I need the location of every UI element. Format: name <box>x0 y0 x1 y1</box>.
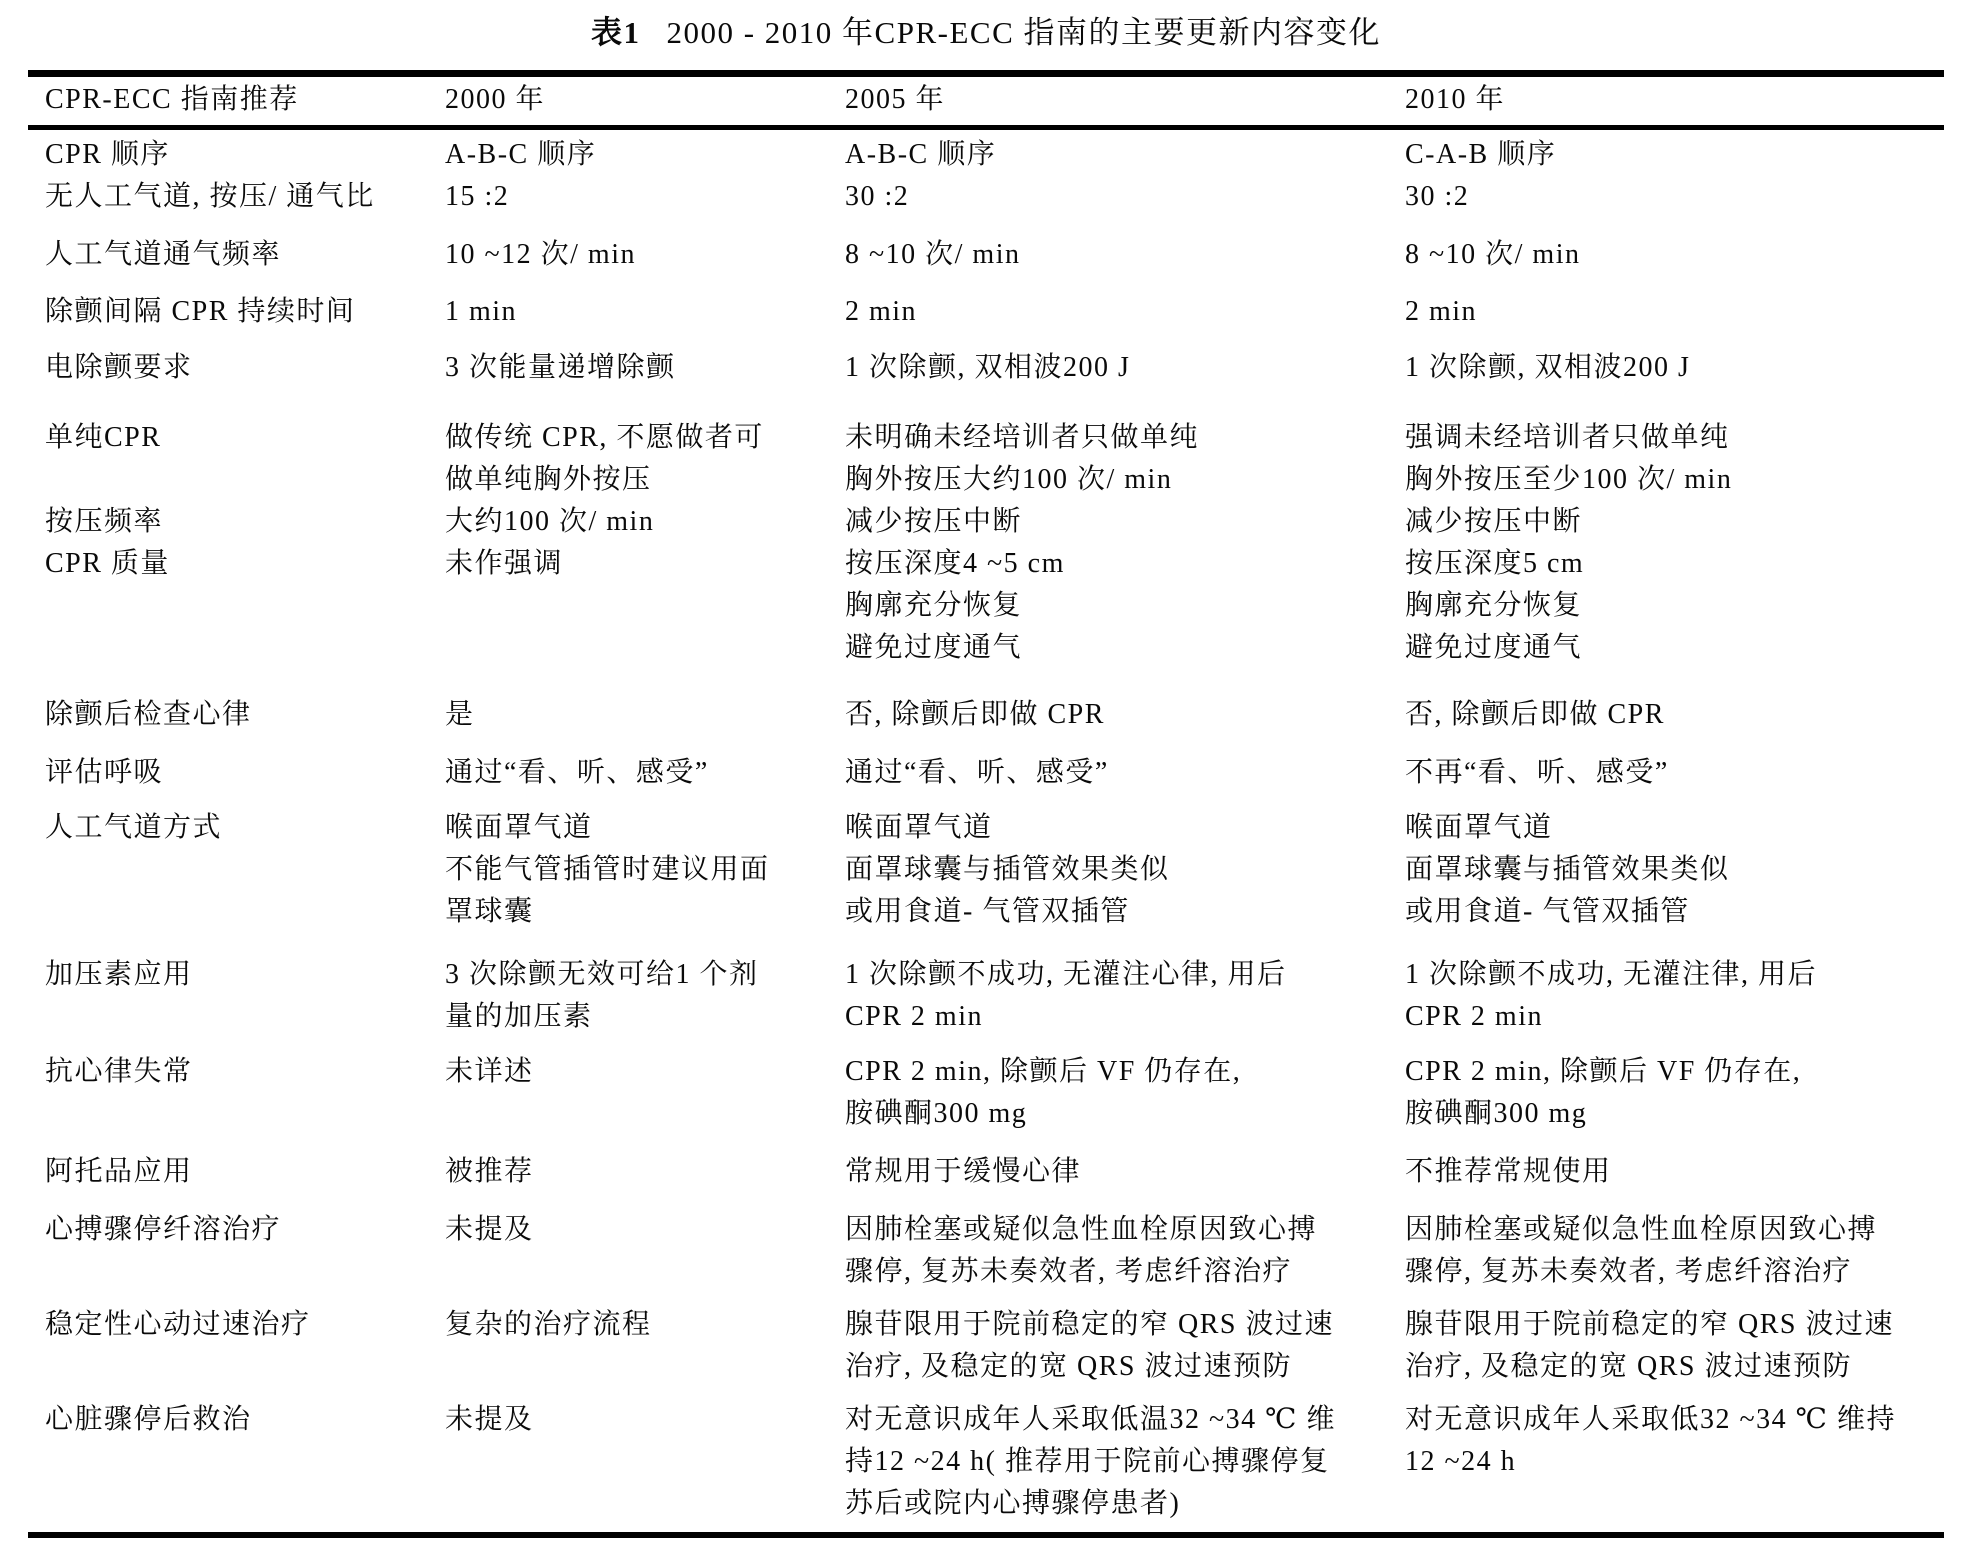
cell-line: 强调未经培训者只做单纯 <box>1405 422 1730 453</box>
value-cell-2010 <box>1405 1399 1972 1483</box>
cell-line: 按压频率 <box>45 506 164 537</box>
row-label-cell <box>45 1151 445 1193</box>
value-cell-2000 <box>445 234 845 276</box>
cell-line: 胺碘酮300 mg <box>1405 1098 1588 1129</box>
column-header-year: 2000 年 <box>445 84 546 115</box>
cell-line: 骤停, 复苏未奏效者, 考虑纤溶治疗 <box>1405 1256 1853 1287</box>
cell-line: 或用食道- 气管双插管 <box>1405 896 1690 927</box>
cell-line: 通过“看、听、感受” <box>445 757 709 788</box>
cell-line: 胸外按压至少100 次/ min <box>1405 464 1733 495</box>
cell-line: 未明确未经培训者只做单纯 <box>845 422 1200 453</box>
value-cell-2000 <box>445 501 845 543</box>
cell-line: 未提及 <box>445 1214 534 1245</box>
value-cell-2010 <box>1405 694 1972 736</box>
cell-line: 被推荐 <box>445 1156 534 1187</box>
value-cell-2000 <box>445 1151 845 1193</box>
row-label-cell <box>45 954 445 996</box>
table-title <box>0 10 1972 56</box>
value-cell-2010 <box>1405 234 1972 276</box>
cell-line: 胺碘酮300 mg <box>845 1098 1028 1129</box>
value-cell-2010 <box>1405 1304 1972 1388</box>
row-label-cell <box>45 1209 445 1251</box>
table-top-border <box>28 70 1944 77</box>
cell-line: 避免过度通气 <box>845 632 1023 663</box>
cell-line: 30 :2 <box>845 181 910 212</box>
table-row <box>0 694 1972 736</box>
row-label-cell <box>45 1399 445 1441</box>
cell-line: CPR 2 min <box>845 1001 983 1032</box>
value-cell-2005 <box>845 1051 1405 1135</box>
column-header-recommendation: CPR-ECC 指南推荐 <box>45 84 299 115</box>
value-cell-2000 <box>445 176 845 218</box>
cell-line: 8 ~10 次/ min <box>1405 239 1581 270</box>
cell-line: 不能气管插管时建议用面 <box>445 854 770 885</box>
cell-line: 不推荐常规使用 <box>1405 1156 1612 1187</box>
cell-line: CPR 顺序 <box>45 139 170 170</box>
value-cell-2005 <box>845 1209 1405 1293</box>
cell-line: 治疗, 及稳定的宽 QRS 波过速预防 <box>845 1351 1292 1382</box>
value-cell-2010 <box>1405 1051 1972 1135</box>
cell-line: 喉面罩气道 <box>845 812 993 843</box>
cell-line: 1 次除颤, 双相波200 J <box>845 352 1131 383</box>
row-label-cell <box>45 1304 445 1346</box>
cell-line: 持12 ~24 h( 推荐用于院前心搏骤停复 <box>845 1446 1330 1477</box>
cell-line: 3 次能量递增除颤 <box>445 352 676 383</box>
cell-line: 按压深度4 ~5 cm <box>845 548 1065 579</box>
table-row <box>0 234 1972 276</box>
cell-line: 1 次除颤不成功, 无灌注心律, 用后 <box>845 959 1287 990</box>
cell-line: 对无意识成年人采取低温32 ~34 ℃ 维 <box>845 1404 1336 1435</box>
cell-line: 常规用于缓慢心律 <box>845 1156 1082 1187</box>
cell-line: 不再“看、听、感受” <box>1405 757 1669 788</box>
row-label-cell <box>45 417 445 459</box>
table-row <box>0 176 1972 218</box>
cell-line: 10 ~12 次/ min <box>445 239 636 270</box>
cell-line: CPR 2 min, 除颤后 VF 仍存在, <box>845 1056 1242 1087</box>
row-label-cell <box>45 694 445 736</box>
cell-line: 是 <box>445 699 475 730</box>
value-cell-2000 <box>445 417 845 501</box>
row-label-cell <box>45 807 445 849</box>
cell-line: 心脏骤停后救治 <box>45 1404 252 1435</box>
cell-line: 腺苷限用于院前稳定的窄 QRS 波过速 <box>1405 1309 1894 1340</box>
cell-line: 避免过度通气 <box>1405 632 1583 663</box>
value-cell-2005 <box>845 1399 1405 1525</box>
cell-line: 2 min <box>1405 296 1478 327</box>
cell-line: 喉面罩气道 <box>445 812 593 843</box>
row-label-cell <box>45 347 445 389</box>
table-row <box>0 501 1972 543</box>
value-cell-2005 <box>845 694 1405 736</box>
table-row <box>0 291 1972 333</box>
cell-line: 胸廓充分恢复 <box>845 590 1023 621</box>
cell-line: 未提及 <box>445 1404 534 1435</box>
table-row <box>0 1051 1972 1135</box>
value-cell-2000 <box>445 1209 845 1251</box>
row-label-cell <box>45 543 445 585</box>
cell-line: 30 :2 <box>1405 181 1470 212</box>
cell-line: 胸廓充分恢复 <box>1405 590 1583 621</box>
cell-line: 单纯CPR <box>45 422 162 453</box>
cell-line: 阿托品应用 <box>45 1156 193 1187</box>
table-row <box>0 1399 1972 1525</box>
cell-line: 喉面罩气道 <box>1405 812 1553 843</box>
column-header-year: 2010 年 <box>1405 84 1506 115</box>
value-cell-2000 <box>445 543 845 585</box>
column-header-year: 2005 年 <box>845 84 946 115</box>
cell-line: 胸外按压大约100 次/ min <box>845 464 1173 495</box>
table-row <box>0 543 1972 669</box>
cell-line: 否, 除颤后即做 CPR <box>1405 699 1665 730</box>
value-cell-2010 <box>1405 807 1972 933</box>
table-number: 表1 <box>590 15 641 50</box>
cell-line: 或用食道- 气管双插管 <box>845 896 1130 927</box>
value-cell-2000 <box>445 1399 845 1441</box>
value-cell-2010 <box>1405 1151 1972 1193</box>
value-cell-2010 <box>1405 417 1972 501</box>
cell-line: C-A-B 顺序 <box>1405 139 1557 170</box>
value-cell-2010 <box>1405 752 1972 794</box>
value-cell-2010 <box>1405 1209 1972 1293</box>
value-cell-2005 <box>845 234 1405 276</box>
value-cell-2010 <box>1405 501 1972 543</box>
value-cell-2005 <box>845 1304 1405 1388</box>
cell-line: 因肺栓塞或疑似急性血栓原因致心搏 <box>1405 1214 1878 1245</box>
value-cell-2000 <box>445 1051 845 1093</box>
value-cell-2005 <box>845 501 1405 543</box>
table-body <box>0 134 1972 1525</box>
table-row <box>0 1304 1972 1388</box>
cell-line: 苏后或院内心搏骤停患者) <box>845 1488 1181 1519</box>
row-label-cell <box>45 752 445 794</box>
cell-line: 8 ~10 次/ min <box>845 239 1021 270</box>
cell-line: 骤停, 复苏未奏效者, 考虑纤溶治疗 <box>845 1256 1293 1287</box>
cell-line: 心搏骤停纤溶治疗 <box>45 1214 282 1245</box>
row-label-cell <box>45 291 445 333</box>
cell-line: 3 次除颤无效可给1 个剂 <box>445 959 759 990</box>
value-cell-2005 <box>845 176 1405 218</box>
value-cell-2005 <box>845 1151 1405 1193</box>
cell-line: 除颤间隔 CPR 持续时间 <box>45 296 356 327</box>
value-cell-2010 <box>1405 543 1972 669</box>
cell-line: 加压素应用 <box>45 959 193 990</box>
cell-line: 复杂的治疗流程 <box>445 1309 652 1340</box>
cell-line: 2 min <box>845 296 918 327</box>
table-row <box>0 807 1972 933</box>
cell-line: 抗心律失常 <box>45 1056 193 1087</box>
table-row <box>0 1151 1972 1193</box>
cell-line: 治疗, 及稳定的宽 QRS 波过速预防 <box>1405 1351 1852 1382</box>
table-row <box>0 954 1972 1038</box>
row-label-cell <box>45 134 445 176</box>
cell-line: 稳定性心动过速治疗 <box>45 1309 311 1340</box>
value-cell-2000 <box>445 347 845 389</box>
cell-line: 对无意识成年人采取低32 ~34 ℃ 维持 <box>1405 1404 1896 1435</box>
value-cell-2000 <box>445 752 845 794</box>
cell-line: 无人工气道, 按压/ 通气比 <box>45 181 375 212</box>
value-cell-2010 <box>1405 347 1972 389</box>
value-cell-2010 <box>1405 954 1972 1038</box>
cell-line: 腺苷限用于院前稳定的窄 QRS 波过速 <box>845 1309 1334 1340</box>
row-label-cell <box>45 501 445 543</box>
row-label-cell <box>45 1051 445 1093</box>
value-cell-2000 <box>445 1304 845 1346</box>
value-cell-2000 <box>445 954 845 1038</box>
value-cell-2000 <box>445 291 845 333</box>
cell-line: 做传统 CPR, 不愿做者可 <box>445 422 764 453</box>
table-header-border <box>28 125 1944 130</box>
table-row <box>0 417 1972 501</box>
value-cell-2005 <box>845 954 1405 1038</box>
cell-line: 未详述 <box>445 1056 534 1087</box>
cell-line: 量的加压素 <box>445 1001 593 1032</box>
cell-line: 面罩球囊与插管效果类似 <box>845 854 1170 885</box>
cell-line: 12 ~24 h <box>1405 1446 1517 1477</box>
value-cell-2010 <box>1405 176 1972 218</box>
cell-line: 因肺栓塞或疑似急性血栓原因致心搏 <box>845 1214 1318 1245</box>
table-title-text: 2000 - 2010 年CPR-ECC 指南的主要更新内容变化 <box>666 15 1382 50</box>
cell-line: 除颤后检查心律 <box>45 699 252 730</box>
value-cell-2005 <box>845 134 1405 176</box>
cell-line: 电除颤要求 <box>45 352 193 383</box>
cell-line: 评估呼吸 <box>45 757 164 788</box>
cell-line: 罩球囊 <box>445 896 534 927</box>
cell-line: 1 min <box>445 296 518 327</box>
value-cell-2005 <box>845 752 1405 794</box>
table-header-row <box>0 80 1972 120</box>
cell-line: 做单纯胸外按压 <box>445 464 652 495</box>
cell-line: CPR 2 min, 除颤后 VF 仍存在, <box>1405 1056 1802 1087</box>
table-bottom-border <box>28 1532 1944 1538</box>
cell-line: 未作强调 <box>445 548 564 579</box>
row-label-cell <box>45 176 445 218</box>
cell-line: 减少按压中断 <box>1405 506 1583 537</box>
cell-line: 否, 除颤后即做 CPR <box>845 699 1105 730</box>
cell-line: 按压深度5 cm <box>1405 548 1585 579</box>
cell-line: 减少按压中断 <box>845 506 1023 537</box>
cell-line: A-B-C 顺序 <box>845 139 997 170</box>
value-cell-2010 <box>1405 134 1972 176</box>
cell-line: A-B-C 顺序 <box>445 139 597 170</box>
cell-line: 大约100 次/ min <box>445 506 655 537</box>
value-cell-2005 <box>845 347 1405 389</box>
table-row <box>0 752 1972 794</box>
cell-line: 通过“看、听、感受” <box>845 757 1109 788</box>
value-cell-2000 <box>445 807 845 933</box>
table-row <box>0 347 1972 389</box>
value-cell-2000 <box>445 694 845 736</box>
value-cell-2000 <box>445 134 845 176</box>
cell-line: 面罩球囊与插管效果类似 <box>1405 854 1730 885</box>
cell-line: 人工气道方式 <box>45 812 223 843</box>
cell-line: 人工气道通气频率 <box>45 239 282 270</box>
value-cell-2005 <box>845 543 1405 669</box>
value-cell-2010 <box>1405 291 1972 333</box>
cell-line: 1 次除颤不成功, 无灌注律, 用后 <box>1405 959 1818 990</box>
cell-line: 15 :2 <box>445 181 510 212</box>
value-cell-2005 <box>845 417 1405 501</box>
cell-line: 1 次除颤, 双相波200 J <box>1405 352 1691 383</box>
cell-line: CPR 2 min <box>1405 1001 1543 1032</box>
value-cell-2005 <box>845 807 1405 933</box>
cell-line: CPR 质量 <box>45 548 170 579</box>
row-label-cell <box>45 234 445 276</box>
table-row <box>0 1209 1972 1293</box>
value-cell-2005 <box>845 291 1405 333</box>
table-row <box>0 134 1972 176</box>
